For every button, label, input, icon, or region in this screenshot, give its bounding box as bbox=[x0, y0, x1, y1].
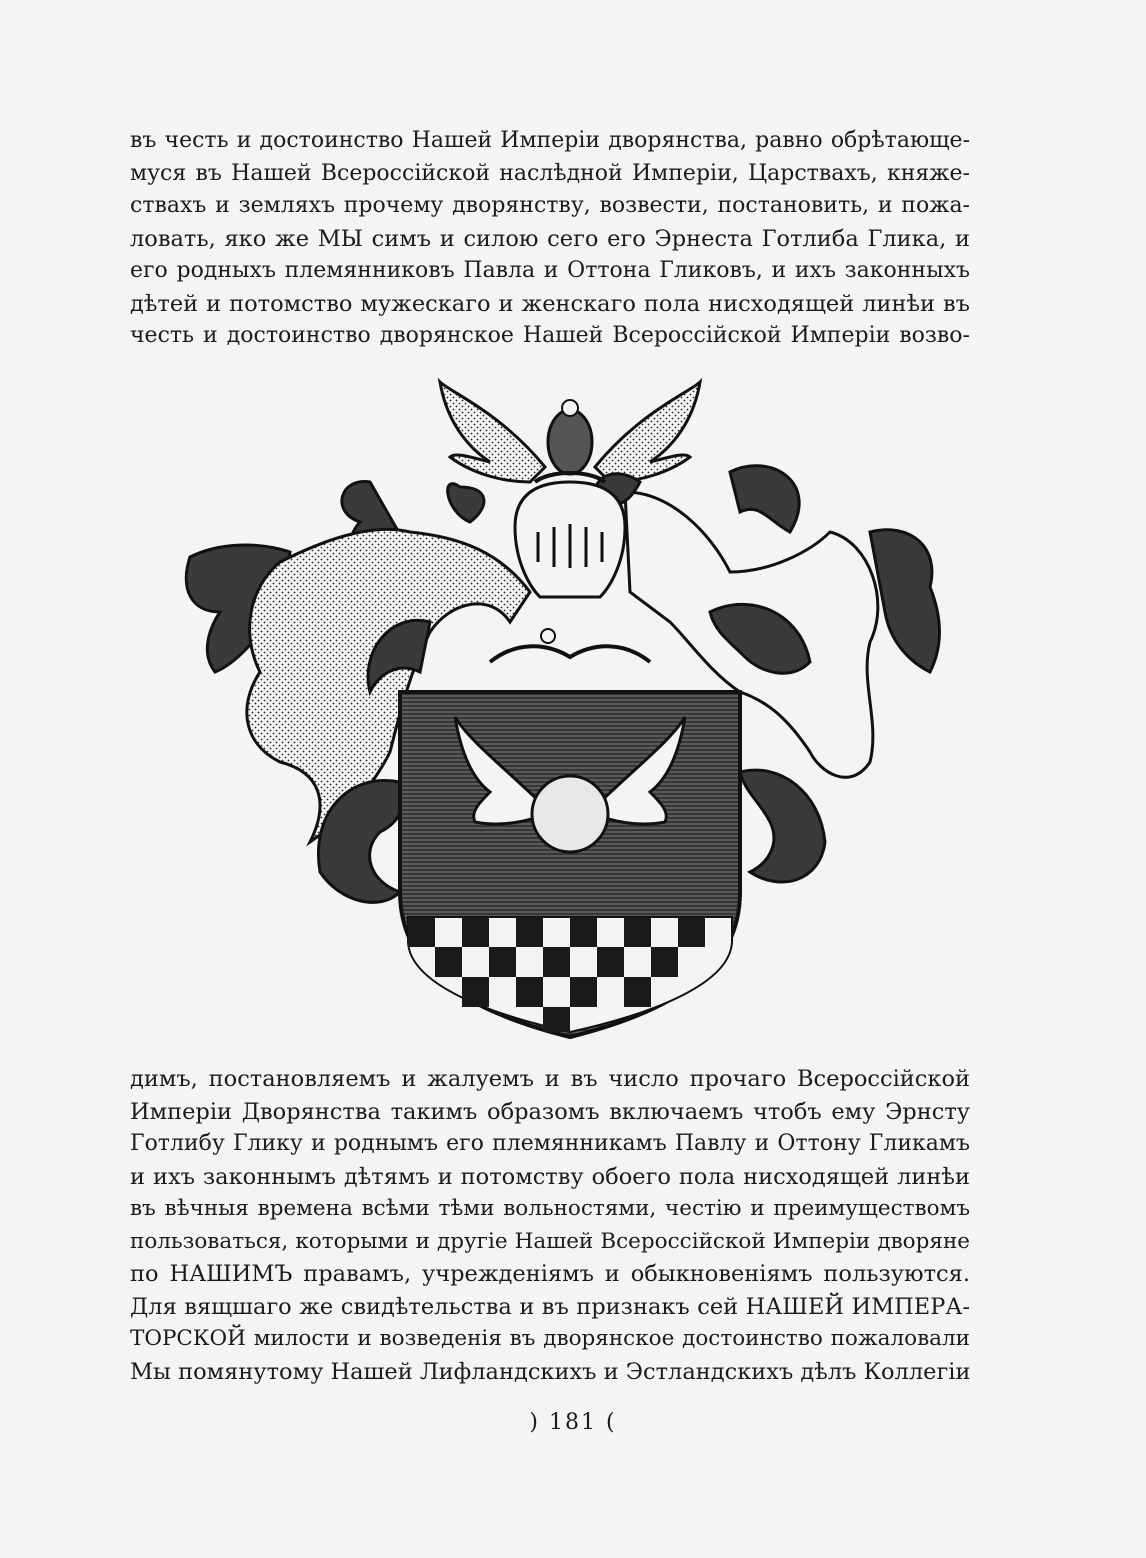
text-line: ловать, яко же МЫ симъ и силою сего его Эрнеста Готлиба Глика, и bbox=[130, 225, 970, 252]
coat-of-arms-illustration bbox=[170, 372, 970, 1052]
text-line: Мы помянутому Нашей Лифландскихъ и Эстландскихъ дѣлъ Коллегіи bbox=[130, 1358, 970, 1385]
text-line: ТОРСКОЙ милости и возведенія въ дворянское достоинство пожаловали bbox=[130, 1326, 970, 1351]
text-line: Имперіи Дворянства такимъ образомъ включаемъ чтобъ ему Эрнсту bbox=[130, 1098, 970, 1125]
text-line: ствахъ и земляхъ прочему дворянству, возвести, постановить, и пожа- bbox=[130, 193, 970, 218]
text-line: дѣтей и потомство мужескаго и женскаго пола нисходящей линѣи въ bbox=[130, 290, 970, 317]
text-line: въ честь и достоинство Нашей Имперіи дворянства, равно обрѣтающе- bbox=[130, 128, 970, 153]
text-line: въ вѣчныя времена всѣми тѣми вольностями, честію и преимуществомъ bbox=[130, 1196, 970, 1221]
text-line: пользоваться, которыми и другіе Нашей Всероссійской Имперіи дворяне bbox=[130, 1228, 970, 1254]
text-line: Готлибу Глику и роднымъ его племянникамъ Павлу и Оттону Гликамъ bbox=[130, 1131, 970, 1156]
page-number: ) 181 ( bbox=[529, 1410, 617, 1435]
text-line: по НАШИМЪ правамъ, учрежденіямъ и обыкновеніямъ пользуются. bbox=[130, 1261, 970, 1287]
crest-wings bbox=[440, 382, 700, 482]
text-line: честь и достоинство дворянское Нашей Всероссійской Имперіи возво- bbox=[130, 323, 970, 348]
shield bbox=[400, 692, 740, 1037]
text-line: его родныхъ племянниковъ Павла и Оттона Гликовъ, и ихъ законныхъ bbox=[130, 258, 970, 283]
text-line: димъ, постановляемъ и жалуемъ и въ число прочаго Всероссійской bbox=[130, 1066, 970, 1092]
text-line: Для вящшаго же свидѣтельства и въ признакъ сей НАШЕЙ ИМПЕРА- bbox=[130, 1293, 970, 1320]
text-block-bottom bbox=[130, 1063, 970, 1388]
text-line: и ихъ законнымъ дѣтямъ и потомству обоего пола нисходящей линѣи bbox=[130, 1163, 970, 1190]
text-block-top bbox=[130, 125, 970, 353]
text-line: муся въ Нашей Всероссійской наслѣдной Имперіи, Царствахъ, княже- bbox=[130, 160, 970, 186]
